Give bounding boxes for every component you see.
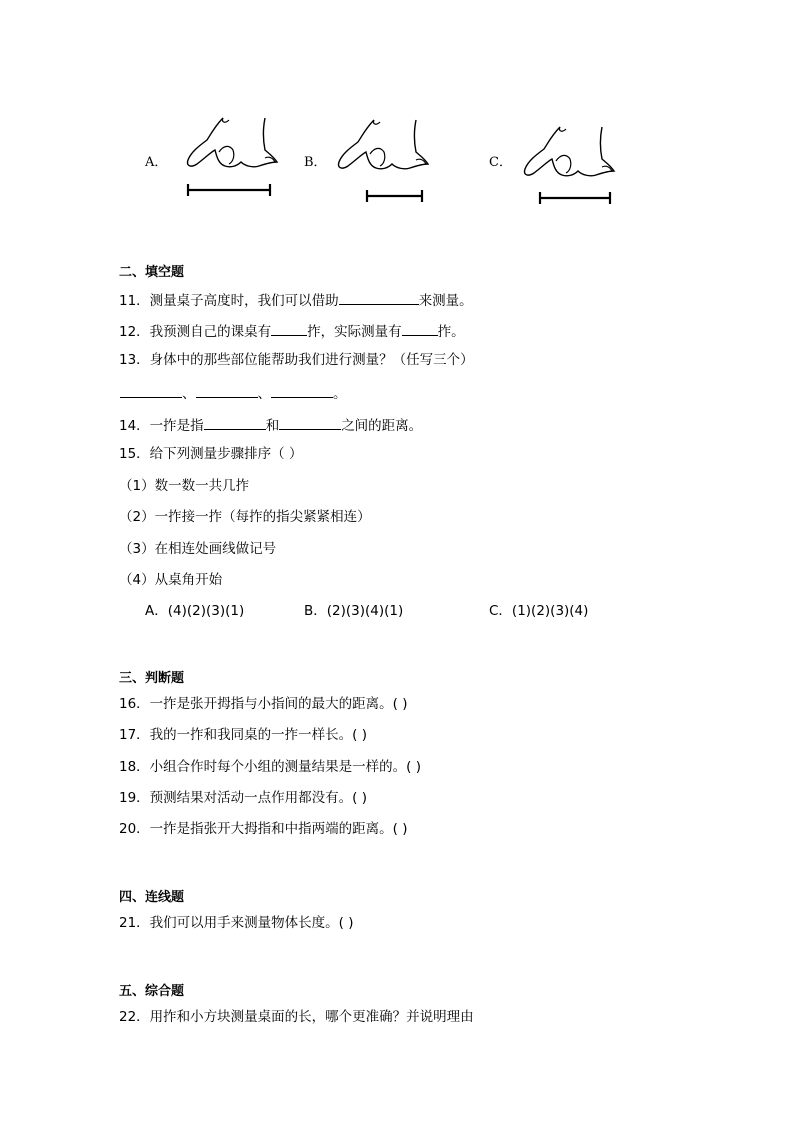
hand-span-c-icon — [522, 115, 617, 210]
answer-blank[interactable] — [339, 292, 419, 305]
section-heading-fill-in: 二、填空题 — [119, 265, 185, 280]
question-13: 13．身体中的那些部位能帮助我们进行测量？（任写三个） — [119, 352, 474, 368]
question-12-text: 12．我预测自己的课桌有 — [119, 324, 272, 340]
question-11-text: 11．测量桌子高度时，我们可以借助 — [119, 293, 339, 309]
option-c-letter: C． — [489, 155, 512, 170]
question-12 — [119, 323, 465, 340]
hand-span-a-icon — [185, 106, 280, 201]
step-item: （4）从桌角开始 — [119, 572, 223, 588]
answer-blank[interactable] — [120, 385, 182, 398]
question-21: 21．我们可以用手来测量物体长度。( ) — [119, 915, 354, 931]
question-19: 19．预测结果对活动一点作用都没有。( ) — [119, 790, 368, 806]
question-14-suffix: 之间的距离。 — [341, 418, 423, 434]
answer-blank[interactable] — [271, 385, 333, 398]
choice-a[interactable]: A．(4)(2)(3)(1) — [145, 603, 245, 619]
question-17: 17．我的一拃和我同桌的一拃一样长。( ) — [119, 727, 368, 743]
option-a-letter: A． — [145, 155, 168, 170]
separator: 、 — [257, 386, 271, 402]
question-14 — [119, 417, 422, 434]
answer-blank[interactable] — [196, 385, 258, 398]
question-14-mid: 和 — [265, 418, 280, 434]
question-13-answers — [120, 385, 347, 402]
question-12-mid: 拃，实际测量有 — [307, 324, 402, 340]
question-16: 16．一拃是张开拇指与小指间的最大的距离。( ) — [119, 696, 408, 712]
section-heading-matching: 四、连线题 — [119, 890, 185, 905]
answer-blank[interactable] — [271, 323, 307, 336]
step-item: （3）在相连处画线做记号 — [119, 541, 277, 557]
question-18: 18．小组合作时每个小组的测量结果是一样的。( ) — [119, 759, 422, 775]
separator: 。 — [333, 386, 347, 402]
answer-blank[interactable] — [402, 323, 438, 336]
question-14-text: 14．一拃是指 — [119, 418, 204, 434]
step-item: （1）数一数一共几拃 — [119, 478, 250, 494]
choice-c[interactable]: C．(1)(2)(3)(4) — [489, 603, 589, 619]
answer-blank[interactable] — [204, 417, 266, 430]
question-11 — [119, 292, 473, 309]
question-11-suffix: 来测量。 — [418, 293, 473, 309]
step-item: （2）一拃接一拃（每拃的指尖紧紧相连） — [119, 509, 371, 525]
question-22: 22．用拃和小方块测量桌面的长，哪个更准确？并说明理由 — [119, 1009, 474, 1025]
question-15: 15．给下列测量步骤排序（ ） — [119, 446, 303, 462]
separator: 、 — [182, 386, 196, 402]
section-heading-comprehensive: 五、综合题 — [119, 984, 185, 999]
section-heading-true-false: 三、判断题 — [119, 671, 185, 686]
hand-span-b-icon — [336, 108, 431, 203]
answer-blank[interactable] — [279, 417, 341, 430]
question-12-suffix: 拃。 — [437, 324, 465, 340]
question-20: 20．一拃是指张开大拇指和中指两端的距离。( ) — [119, 821, 408, 837]
choice-b[interactable]: B．(2)(3)(4)(1) — [304, 603, 404, 619]
option-b-letter: B． — [304, 155, 327, 170]
